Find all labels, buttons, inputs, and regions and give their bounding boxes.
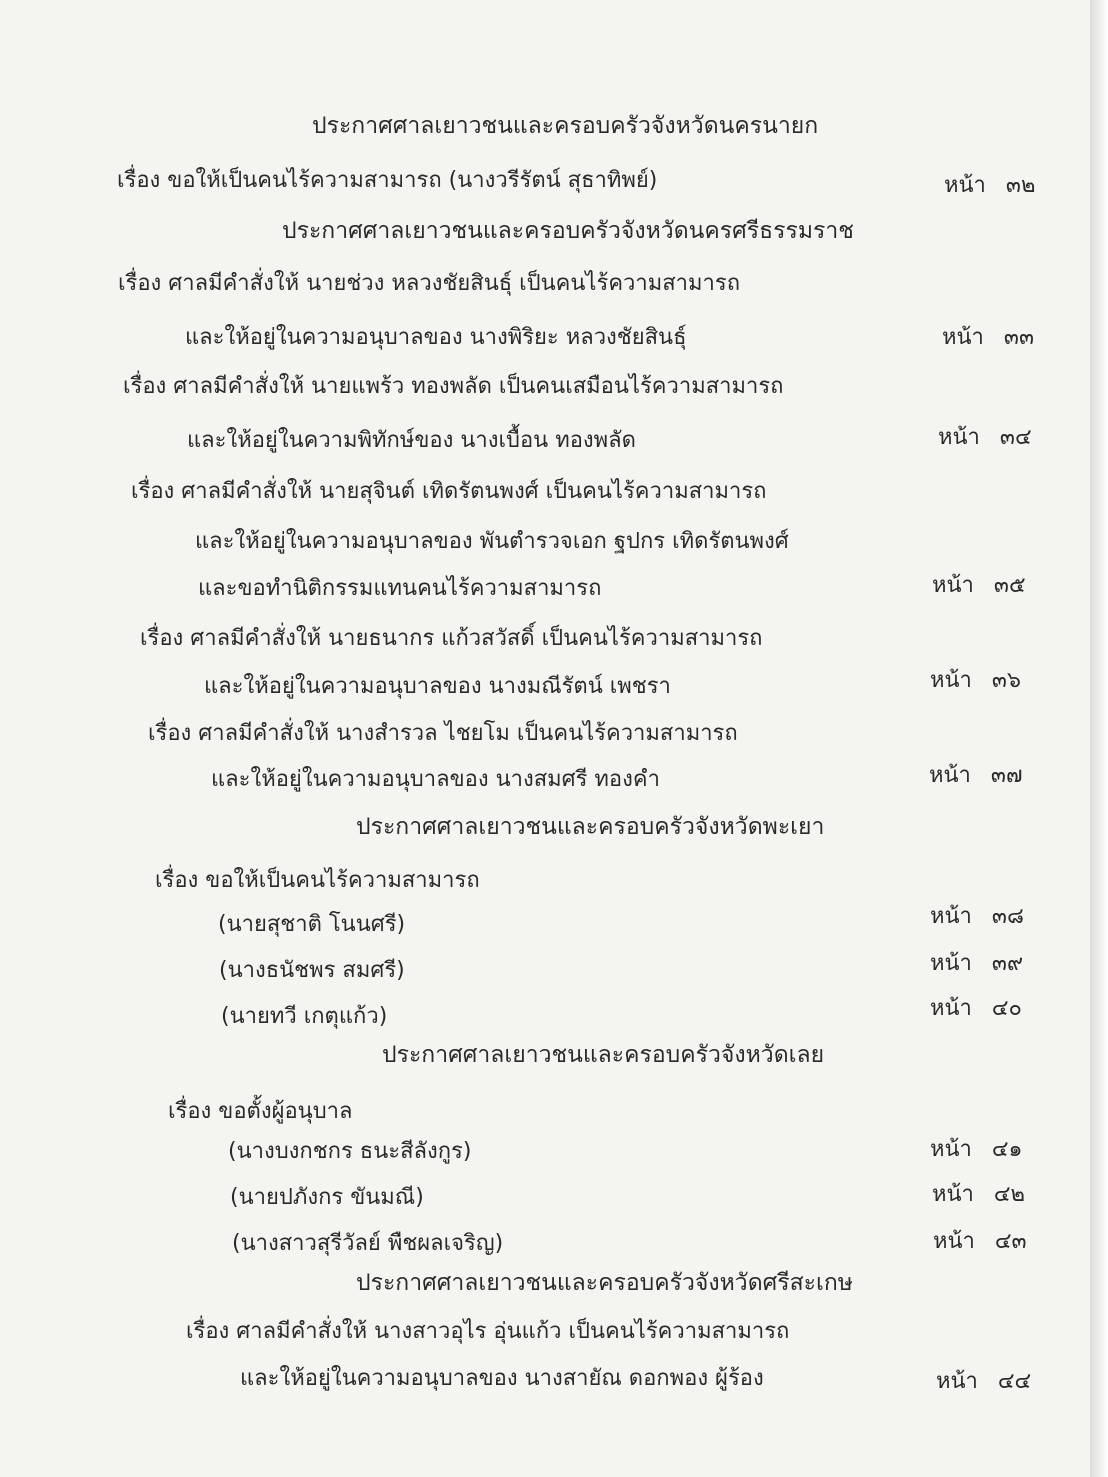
entry-line: เรื่อง ศาลมีคำสั่งให้ นายสุจินต์ เทิดรัตนพงศ์ เป็นคนไร้ความสามารถ <box>131 479 767 504</box>
page-ref <box>930 906 1024 928</box>
page-number: ๔๑ <box>991 1137 1023 1162</box>
page-number: ๓๗ <box>990 763 1023 788</box>
page-edge-shadow <box>1090 0 1108 1477</box>
entry-line: เรื่อง ขอให้เป็นคนไร้ความสามารถ <box>155 868 480 893</box>
page-ref <box>930 998 1022 1020</box>
entry-line: (นายปภังกร ขันมณี) <box>230 1185 424 1210</box>
page-ref <box>936 1371 1031 1393</box>
page-number: ๓๘ <box>991 904 1024 929</box>
page-label: หน้า <box>930 668 972 693</box>
page-ref <box>932 575 1026 597</box>
heading-si-sa-ket: ประกาศศาลเยาวชนและครอบครัวจังหวัดศรีสะเกษ <box>356 1270 853 1296</box>
entry-line: และให้อยู่ในความอนุบาลของ นางสายัณ ดอกพอง ผู้ร้อง <box>240 1366 764 1391</box>
page-label: หน้า <box>932 1182 974 1207</box>
entry-line: เรื่อง ศาลมีคำสั่งให้ นายช่วง หลวงชัยสินธุ์ เป็นคนไร้ความสามารถ <box>118 271 741 296</box>
page-number: ๔๒ <box>993 1182 1026 1207</box>
page-label: หน้า <box>933 1229 975 1254</box>
entry-line: และให้อยู่ในความอนุบาลของ นางสมศรี ทองคำ <box>211 767 660 792</box>
entry-line: และให้อยู่ในความพิทักษ์ของ นางเบื้อน ทองพลัด <box>187 428 636 453</box>
page-number: ๔๔ <box>997 1369 1032 1394</box>
page-ref <box>932 1184 1025 1206</box>
entry-line: เรื่อง ศาลมีคำสั่งให้ นายแพร้ว ทองพลัด เป็นคนเสมือนไร้ความสามารถ <box>123 374 784 399</box>
page-ref <box>942 327 1034 349</box>
heading-nakhon-si-thammarat: ประกาศศาลเยาวชนและครอบครัวจังหวัดนครศรีธรรมราช <box>282 218 854 244</box>
page-ref <box>929 765 1023 787</box>
page-label: หน้า <box>930 951 972 976</box>
page-number: ๓๓ <box>1003 325 1034 350</box>
page-label: หน้า <box>932 573 974 598</box>
page-number: ๓๙ <box>991 951 1024 976</box>
entry-line: เรื่อง ขอให้เป็นคนไร้ความสามารถ (นางวรีรัตน์ สุธาทิพย์) <box>117 168 658 193</box>
page-label: หน้า <box>929 763 971 788</box>
page-ref <box>938 427 1032 449</box>
entry-line: และให้อยู่ในความอนุบาลของ พันตำรวจเอก ฐปกร เทิดรัตนพงศ์ <box>195 529 789 554</box>
heading-loei: ประกาศศาลเยาวชนและครอบครัวจังหวัดเลย <box>382 1042 825 1068</box>
entry-line: และให้อยู่ในความอนุบาลของ นางพิริยะ หลวงชัยสินธุ์ <box>185 325 687 350</box>
entry-line: เรื่อง ศาลมีคำสั่งให้ นายธนากร แก้วสวัสดิ์ เป็นคนไร้ความสามารถ <box>140 626 763 651</box>
entry-line: (นางสาวสุรีวัลย์ พืชผลเจริญ) <box>232 1231 504 1256</box>
page-ref <box>944 175 1035 197</box>
page-label: หน้า <box>930 904 972 929</box>
page-number: ๓๖ <box>991 668 1021 693</box>
page-ref <box>930 1139 1023 1161</box>
heading-phayao: ประกาศศาลเยาวชนและครอบครัวจังหวัดพะเยา <box>356 814 825 840</box>
entry-line: เรื่อง ศาลมีคำสั่งให้ นางสำรวล ไชยโม เป็นคนไร้ความสามารถ <box>148 721 738 746</box>
page-ref <box>930 670 1021 692</box>
entry-line: เรื่อง ศาลมีคำสั่งให้ นางสาวอุไร อุ่นแก้ว เป็นคนไร้ความสามารถ <box>186 1319 790 1344</box>
page-label: หน้า <box>930 996 972 1021</box>
entry-line: เรื่อง ขอตั้งผู้อนุบาล <box>168 1099 353 1124</box>
page-label: หน้า <box>930 1137 972 1162</box>
page-number: ๔๐ <box>991 996 1022 1021</box>
entry-line: และขอทำนิติกรรมแทนคนไร้ความสามารถ <box>198 576 602 601</box>
page-number: ๓๕ <box>993 573 1026 598</box>
page-number: ๓๔ <box>999 425 1032 450</box>
heading-nakhon-nayok: ประกาศศาลเยาวชนและครอบครัวจังหวัดนครนายก <box>312 113 819 139</box>
page-number: ๓๒ <box>1005 173 1036 198</box>
page-label: หน้า <box>944 173 986 198</box>
page-ref <box>933 1231 1027 1253</box>
page-ref <box>930 953 1023 975</box>
page-number: ๔๓ <box>994 1229 1027 1254</box>
entry-line: (นางธนัชพร สมศรี) <box>219 958 405 983</box>
page-label: หน้า <box>936 1369 978 1394</box>
page-label: หน้า <box>942 325 984 350</box>
page-label: หน้า <box>938 425 980 450</box>
entry-line: (นางบงกชกร ธนะสีลังกูร) <box>228 1139 472 1164</box>
entry-line: และให้อยู่ในความอนุบาลของ นางมณีรัตน์ เพชรา <box>204 674 671 699</box>
entry-line: (นายทวี เกตุแก้ว) <box>221 1004 388 1029</box>
entry-line: (นายสุชาติ โนนศรี) <box>218 912 406 937</box>
